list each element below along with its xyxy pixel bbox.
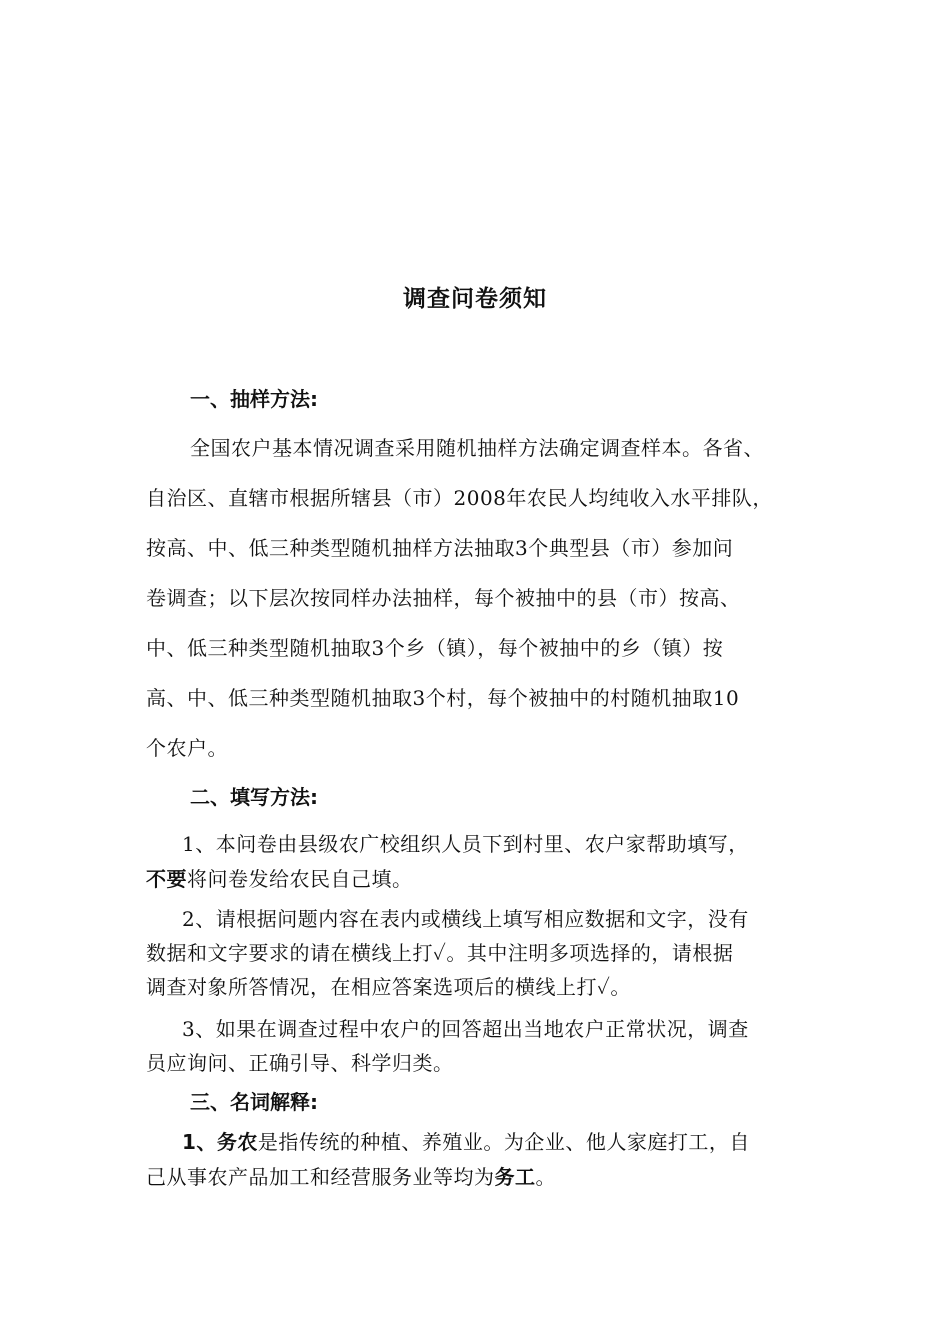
paragraph-line: 员应询问、正确引导、科学归类。 xyxy=(146,1051,454,1075)
section-heading-terms: 三、名词解释: xyxy=(190,1090,318,1114)
paragraph-line: 全国农户基本情况调查采用随机抽样方法确定调查样本。各省、 xyxy=(190,436,764,460)
paragraph-line: 数据和文字要求的请在横线上打✓。其中注明多项选择的，请根据 xyxy=(146,941,734,965)
paragraph-line xyxy=(182,1126,750,1155)
paragraph-line: 2、请根据问题内容在表内或横线上填写相应数据和文字，没有 xyxy=(182,907,749,931)
paragraph-line xyxy=(146,863,413,892)
paragraph-line: 3、如果在调查过程中农户的回答超出当地农户正常状况，调查 xyxy=(182,1017,749,1041)
paragraph-line: 调查对象所答情况，在相应答案选项后的横线上打✓。 xyxy=(146,975,631,999)
paragraph-line: 按高、中、低三种类型随机抽样方法抽取3个典型县（市）参加问 xyxy=(146,536,734,560)
term-label: 务工 xyxy=(494,1165,536,1189)
paragraph-line: 中、低三种类型随机抽取3个乡（镇），每个被抽中的乡（镇）按 xyxy=(146,636,724,660)
page-title: 调查问卷须知 xyxy=(403,286,547,312)
paragraph-text: 己从事农产品加工和经营服务业等均为 xyxy=(146,1165,495,1189)
paragraph-line: 个农户。 xyxy=(146,736,228,760)
paragraph-line: 1、本问卷由县级农广校组织人员下到村里、农户家帮助填写， xyxy=(182,832,749,856)
paragraph-line: 卷调查；以下层次按同样办法抽样，每个被抽中的县（市）按高、 xyxy=(146,586,741,610)
paragraph-text: 将问卷发给农民自己填。 xyxy=(187,867,413,891)
paragraph-line: 高、中、低三种类型随机抽取3个村，每个被抽中的村随机抽取10 xyxy=(146,686,740,710)
section-heading-filling: 二、填写方法: xyxy=(190,785,318,809)
term-label: 1、务农 xyxy=(182,1130,258,1154)
paragraph-line xyxy=(146,1161,556,1190)
paragraph-text: 。 xyxy=(535,1165,556,1189)
emphasis-text: 不要 xyxy=(146,867,187,891)
section-heading-sampling: 一、抽样方法: xyxy=(190,387,318,411)
paragraph-text: 是指传统的种植、养殖业。为企业、他人家庭打工，自 xyxy=(257,1130,750,1154)
paragraph-line: 自治区、直辖市根据所辖县（市）2008年农民人均纯收入水平排队， xyxy=(146,486,773,510)
